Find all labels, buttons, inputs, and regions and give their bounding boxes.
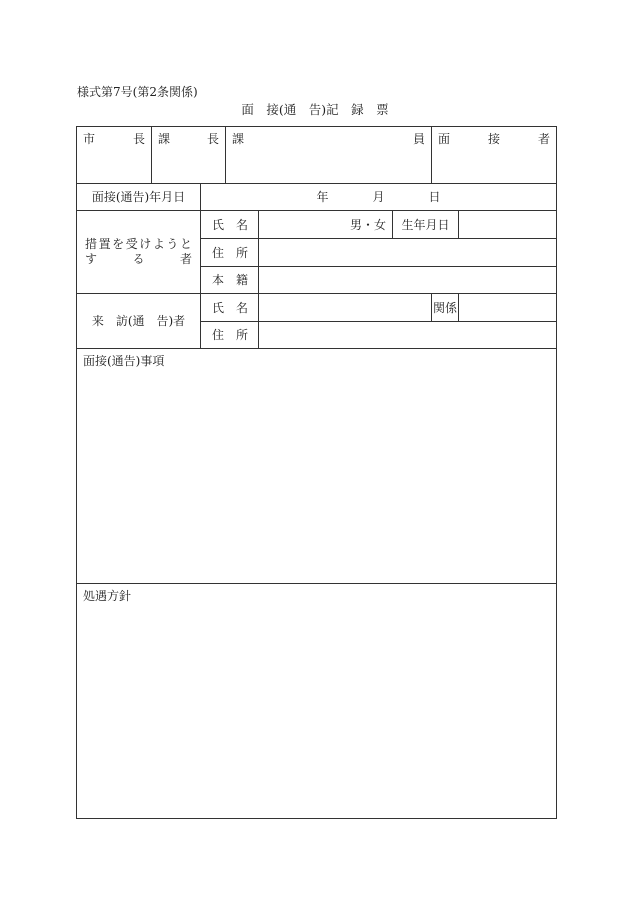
subject-char: 措 bbox=[85, 237, 98, 251]
staff-label-2: 員 bbox=[413, 132, 426, 146]
birthdate-label: 生年月日 bbox=[393, 211, 459, 239]
subject-label bbox=[77, 211, 201, 294]
interview-date-label: 面接(通告)年月日 bbox=[77, 184, 201, 211]
subject-char: と bbox=[179, 237, 192, 251]
visitor-name-label: 氏 名 bbox=[201, 294, 259, 322]
form-title: 面 接(通 告)記 録 票 bbox=[241, 102, 389, 117]
relation-label: 関係 bbox=[432, 294, 459, 322]
form-number: 様式第7号(第2条関係) bbox=[77, 85, 198, 99]
subject-char: る bbox=[132, 252, 145, 266]
month-label: 月 bbox=[372, 190, 385, 204]
policy-label: 処遇方針 bbox=[83, 589, 132, 603]
staff-label-1: 課 bbox=[232, 132, 245, 146]
visitor-label: 来 訪(通 告)者 bbox=[77, 294, 201, 349]
mayor-cell[interactable] bbox=[77, 127, 152, 184]
year-label: 年 bbox=[316, 190, 329, 204]
subject-label-line-2 bbox=[85, 252, 192, 267]
subject-char: う bbox=[166, 237, 179, 251]
subject-label-line-1 bbox=[85, 237, 192, 252]
relation-field[interactable] bbox=[459, 294, 557, 322]
subject-char: け bbox=[139, 237, 152, 251]
matters-section[interactable] bbox=[77, 349, 557, 584]
record-form-table bbox=[76, 126, 557, 819]
subject-domicile-label: 本 籍 bbox=[201, 267, 259, 294]
subject-name-field[interactable] bbox=[259, 211, 393, 239]
sex-options[interactable]: 男・女 bbox=[349, 217, 386, 232]
visitor-name-field[interactable] bbox=[259, 294, 432, 322]
mayor-label-2: 長 bbox=[132, 132, 145, 146]
subject-char: 者 bbox=[179, 252, 192, 266]
interviewer-label-3: 者 bbox=[538, 132, 551, 146]
interview-date-field[interactable] bbox=[201, 184, 557, 211]
section-chief-label-1: 課 bbox=[158, 132, 171, 146]
policy-section[interactable] bbox=[77, 584, 557, 819]
staff-cell[interactable] bbox=[226, 127, 432, 184]
subject-address-label: 住 所 bbox=[201, 239, 259, 267]
visitor-address-field[interactable] bbox=[259, 322, 557, 349]
section-chief-label-2: 長 bbox=[206, 132, 219, 146]
subject-char: 受 bbox=[125, 237, 138, 251]
subject-domicile-field[interactable] bbox=[259, 267, 557, 294]
visitor-address-label: 住 所 bbox=[201, 322, 259, 349]
day-label: 日 bbox=[428, 190, 441, 204]
subject-address-field[interactable] bbox=[259, 239, 557, 267]
interviewer-cell[interactable] bbox=[432, 127, 557, 184]
subject-char: 置 bbox=[98, 237, 111, 251]
subject-char: よ bbox=[152, 237, 165, 251]
matters-label: 面接(通告)事項 bbox=[83, 354, 165, 368]
mayor-label-1: 市 bbox=[83, 132, 96, 146]
section-chief-cell[interactable] bbox=[152, 127, 226, 184]
interviewer-label-2: 接 bbox=[488, 132, 501, 146]
subject-char: を bbox=[112, 237, 125, 251]
interviewer-label-1: 面 bbox=[438, 132, 451, 146]
subject-char: す bbox=[85, 252, 98, 266]
subject-name-label: 氏 名 bbox=[201, 211, 259, 239]
birthdate-field[interactable] bbox=[459, 211, 557, 239]
